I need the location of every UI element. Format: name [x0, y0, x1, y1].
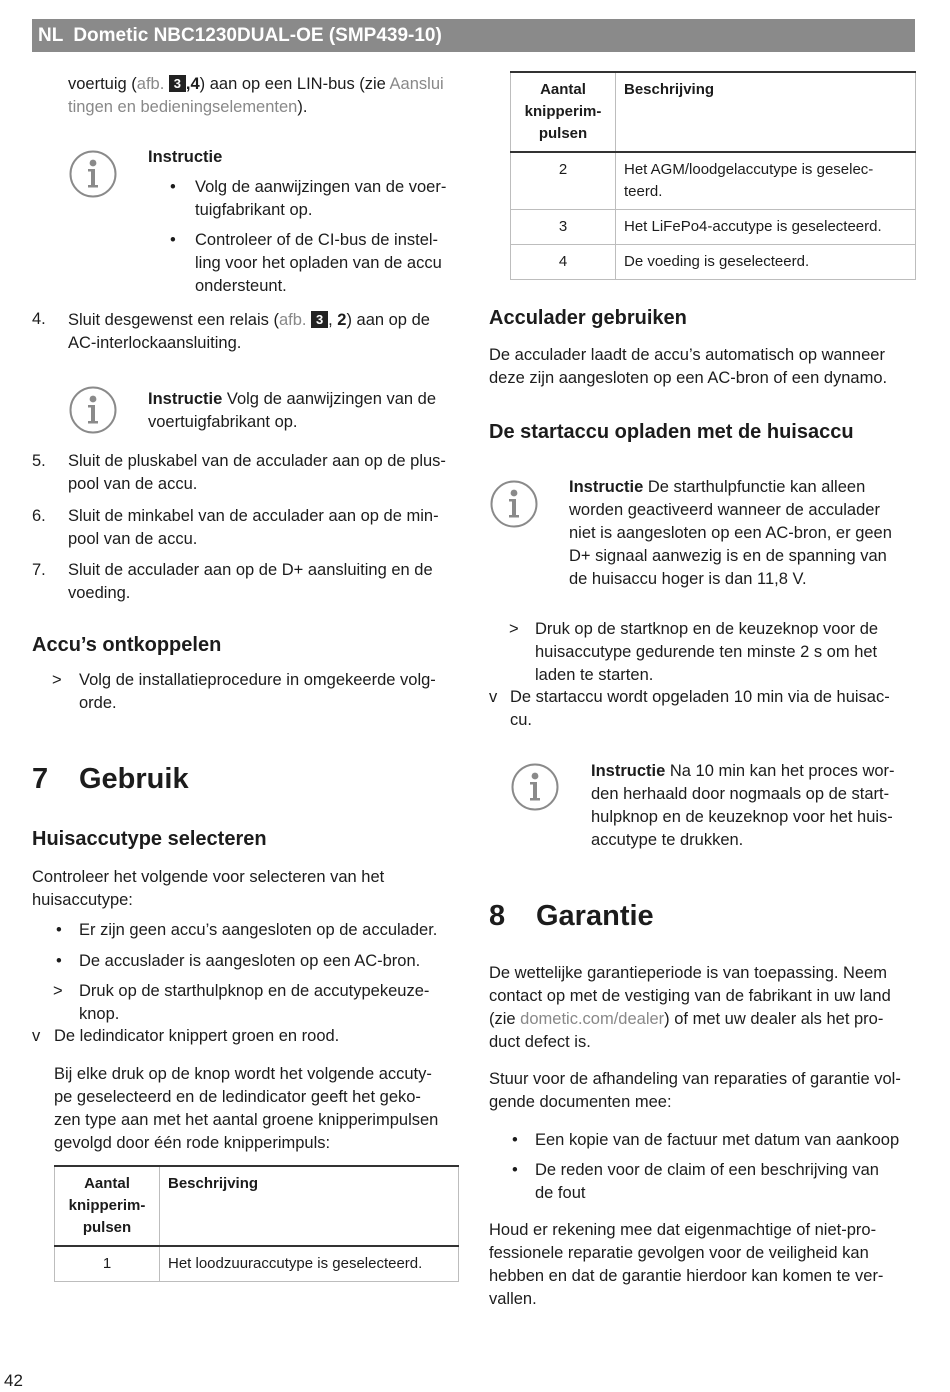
note-instruction-1 — [148, 146, 468, 169]
result-text: De startaccu wordt opgeladen 10 min via de huisac- cu. — [510, 688, 890, 729]
action-marker: > — [52, 671, 62, 689]
result-marker: v — [489, 688, 498, 706]
chapter-title: Garantie — [536, 900, 654, 932]
action-text: Druk op de startknop en de keuzeknop voor de huisaccutype gedurende ten minste 2 s om het laden te starten. — [535, 620, 879, 684]
column-header: Beschrijving — [616, 72, 916, 152]
warranty-paragraph-2: Stuur voor de afhandeling van reparaties of garantie vol- gende documenten mee: — [489, 1070, 901, 1111]
document-title: Dometic NBC1230DUAL-OE (SMP439-10) — [73, 25, 442, 46]
note-instruction-2: Instructie Volg de aanwijzingen van de voertuigfabrikant op. — [148, 390, 437, 431]
list-item: Controleer of de CI-bus de instel- ling voor het opladen van de accu ondersteunt. — [195, 231, 442, 295]
action-text: Volg de installatieprocedure in omgekeerde volg- orde. — [79, 671, 436, 712]
column-header: Beschrijving — [160, 1166, 459, 1246]
list-item: Een kopie van de factuur met datum van aankoop — [535, 1131, 900, 1149]
info-icon — [490, 480, 538, 528]
list-item: De accuslader is aangesloten op een AC-bron. — [79, 952, 421, 970]
bullet: • — [170, 178, 176, 196]
column-header: Aantal knipperim- pulsen — [55, 1166, 160, 1246]
chapter-title: Gebruik — [79, 763, 189, 795]
select-intro: Controleer het volgende voor selecteren van het huisaccutype: — [32, 868, 385, 909]
step-6: Sluit de minkabel van de acculader aan op de min- pool van de accu. — [68, 507, 439, 548]
select-paragraph: Bij elke druk op de knop wordt het volgende accuty- pe geselecteerd en de ledindicator geeft het geko- zen type aan met het aantal groene knipperimpulsen gevolgd door één rode knipperimpuls: — [54, 1065, 439, 1152]
note-label: Instructie — [148, 148, 223, 166]
step-5: Sluit de pluskabel van de acculader aan op de plus- pool van de accu. — [68, 452, 446, 493]
bullet: • — [56, 952, 62, 970]
result-marker: v — [32, 1027, 41, 1045]
note-instruction-3: Instructie De starthulpfunctie kan alleen worden geactiveerd wanneer de acculader niet is aangesloten op een AC-bron, er geen D+ signaal aanwezig is en de spanning van de huisaccu hoger is dan 11,8 V. — [569, 478, 892, 588]
note-label: Instructie — [591, 762, 666, 780]
table-row: 1 Het loodzuuraccutype is geselecteerd. — [55, 1246, 459, 1282]
action-marker: > — [53, 982, 63, 1000]
figure-link[interactable]: afb. — [136, 75, 165, 93]
bullet: • — [512, 1131, 518, 1149]
chapter-number: 7 — [32, 763, 49, 795]
bullet: • — [512, 1161, 518, 1179]
info-icon — [69, 150, 117, 198]
page-number: 42 — [4, 1371, 23, 1390]
table-row: 4 De voeding is geselecteerd. — [511, 245, 916, 280]
step-number: 6. — [32, 507, 46, 525]
action-text: Druk op de starthulpknop en de accutypekeuze- knop. — [79, 982, 430, 1023]
chapter-number: 8 — [489, 900, 506, 932]
step-number: 4. — [32, 310, 46, 328]
section-link[interactable]: Aanslui — [389, 75, 444, 93]
figure-number: 3 — [169, 75, 186, 92]
heading-use: Acculader gebruiken — [489, 307, 687, 329]
dealer-link[interactable]: dometic.com/dealer — [520, 1010, 665, 1028]
step-number: 7. — [32, 561, 46, 579]
bullet: • — [170, 231, 176, 249]
result-text: De ledindicator knippert groen en rood. — [54, 1027, 340, 1045]
warranty-paragraph-3: Houd er rekening mee dat eigenmachtige of niet-pro- fessionele reparatie gevolgen voor de veiligheid kan hebben en dat de garantie hierdoor kan komen te ver- vallen. — [489, 1221, 884, 1308]
action-marker: > — [509, 620, 519, 638]
use-paragraph: De acculader laadt de accu’s automatisch op wanneer deze zijn aangesloten op een AC-bron of een dynamo. — [489, 346, 888, 387]
pulse-table-right — [510, 71, 916, 280]
figure-number: 3 — [311, 311, 328, 328]
list-item: Volg de aanwijzingen van de voer- tuigfabrikant op. — [195, 178, 447, 219]
note-instruction-4: Instructie Na 10 min kan het proces wor- den herhaald door nogmaals op de start- hulpknop en de keuzeknop voor het huis- accutype te drukken. — [591, 762, 895, 849]
step-4: Sluit desgewenst een relais (afb. 3 , 2) aan op de AC-interlockaansluiting. — [68, 311, 430, 352]
list-item: Er zijn geen accu’s aangesloten op de acculader. — [79, 921, 438, 939]
figure-link[interactable]: afb. — [278, 311, 307, 329]
note-label: Instructie — [148, 390, 223, 408]
table-row: 2 Het AGM/loodgelaccutype is geselec- teerd. — [511, 152, 916, 210]
info-icon — [69, 386, 117, 434]
note-label: Instructie — [569, 478, 644, 496]
list-item: De reden voor de claim of een beschrijving van de fout — [535, 1161, 879, 1202]
step-7: Sluit de acculader aan op de D+ aansluiting en de voeding. — [68, 561, 433, 602]
column-header: Aantal knipperim- pulsen — [511, 72, 616, 152]
warranty-paragraph-1: De wettelijke garantieperiode is van toepassing. Neem contact op met de vestiging van de fabrikant in uw land (zie dometic.com/dealer) of met uw dealer als het pro- duct defect is. — [489, 964, 891, 1051]
heading-disconnect: Accu’s ontkoppelen — [32, 634, 222, 656]
heading-select: Huisaccutype selecteren — [32, 828, 267, 850]
bullet: • — [56, 921, 62, 939]
page-header — [32, 19, 915, 52]
intro-paragraph: voertuig (afb. 3 ,4) aan op een LIN-bus (zie Aanslui tingen en bedieningselementen). — [68, 75, 444, 116]
info-icon — [511, 763, 559, 811]
step-number: 5. — [32, 452, 46, 470]
pulse-table-left — [54, 1165, 459, 1282]
section-link-cont[interactable]: tingen en bedieningselementen — [68, 98, 298, 116]
heading-start: De startaccu opladen met de huisaccu — [489, 421, 854, 443]
table-row: 3 Het LiFePo4-accutype is geselecteerd. — [511, 210, 916, 245]
language-code: NL — [38, 25, 64, 46]
